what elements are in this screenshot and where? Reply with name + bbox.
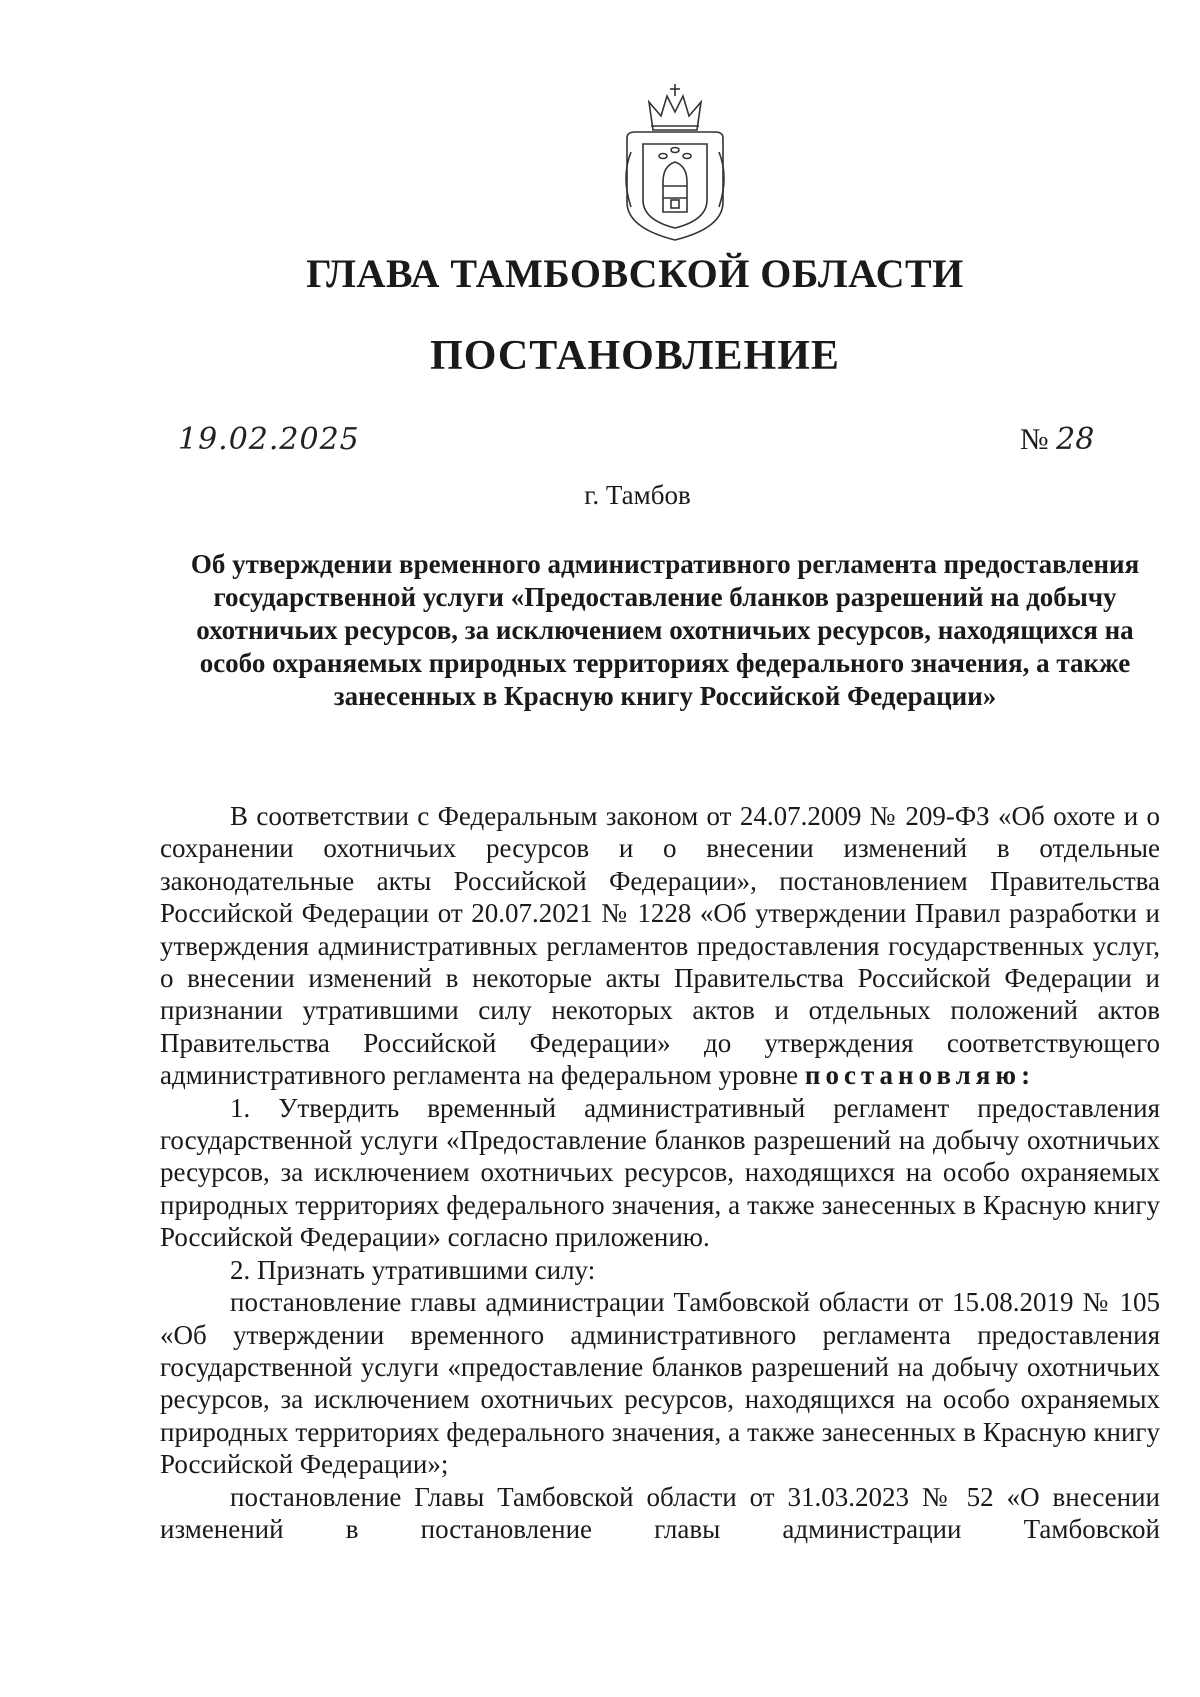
coat-of-arms-emblem [615,82,735,242]
number-sign: № [1020,423,1049,456]
decree-colon: : [1021,1060,1031,1091]
item-2b-paragraph: постановление Главы Тамбовской области от 31.03.2023 № 52 «О внесении изменений в постановление главы администрации Тамбовской [160,1481,1160,1544]
document-type-heading: ПОСТАНОВЛЕНИЕ [430,333,840,379]
item-2a-paragraph: постановление главы администрации Тамбовской области от 15.08.2019 № 105 «Об утверждении временного административного регламента предоставления государственной услуги «предоставление бланков разрешений на добычу охотничьих ресурсов, за исключением охотничьих ресурсов, находящихся на особо охраняемых природных территориях федерального значения, а также занесенных в Красную книгу Российской Федерации»; [160,1287,1160,1480]
city-line: г. Тамбов [584,480,691,510]
item-1-paragraph: 1. Утвердить временный административный регламент предоставления государственной услуги «Предоставление бланков разрешений на добычу охотничьих ресурсов, за исключением охотничьих ресурсов, находящихся на особо охраняемых природных территориях федерального значения, а также занесенных в Красную книгу Российской Федерации» согласно приложению. [160,1092,1160,1253]
preamble-text: В соответствии с Федеральным законом от 24.07.2009 № 209-ФЗ «Об охоте и о сохранении охотничьих ресурсов и о внесении изменений в отдельные законодательные акты Российской Федерации», постановлением Правительства Российской Федерации от 20.07.2021 № 1228 «Об утверждении Правил разработки и утверждения административных регламентов предоставления государственных услуг, о внесении изменений в некоторые акты Правительства Российской Федерации и признании утратившими силу некоторых актов и отдельных положений актов Правительства Российской Федерации» до утверждения соответствующего административного регламента на федеральном уровне [160,801,1160,1091]
document-subject: Об утверждении временного административного регламента предоставления государственной услуги «Предоставление бланков разрешений на добычу охотничьих ресурсов, за исключением охотничьих ресурсов, находящихся на особо охраняемых природных территориях федерального значения, а также занесенных в Красную книгу Российской Федерации» [190,549,1140,711]
decree-word: постановляю [804,1060,1022,1091]
preamble-paragraph [160,800,1160,1092]
handwritten-number: 28 [1056,422,1095,457]
document-number [1020,422,1094,457]
handwritten-date: 19.02.2025 [178,422,360,457]
issuer-title: ГЛАВА ТАМБОВСКОЙ ОБЛАСТИ [306,251,964,296]
item-2-paragraph: 2. Признать утратившими силу: [230,1254,596,1285]
document-body [160,800,1160,1545]
